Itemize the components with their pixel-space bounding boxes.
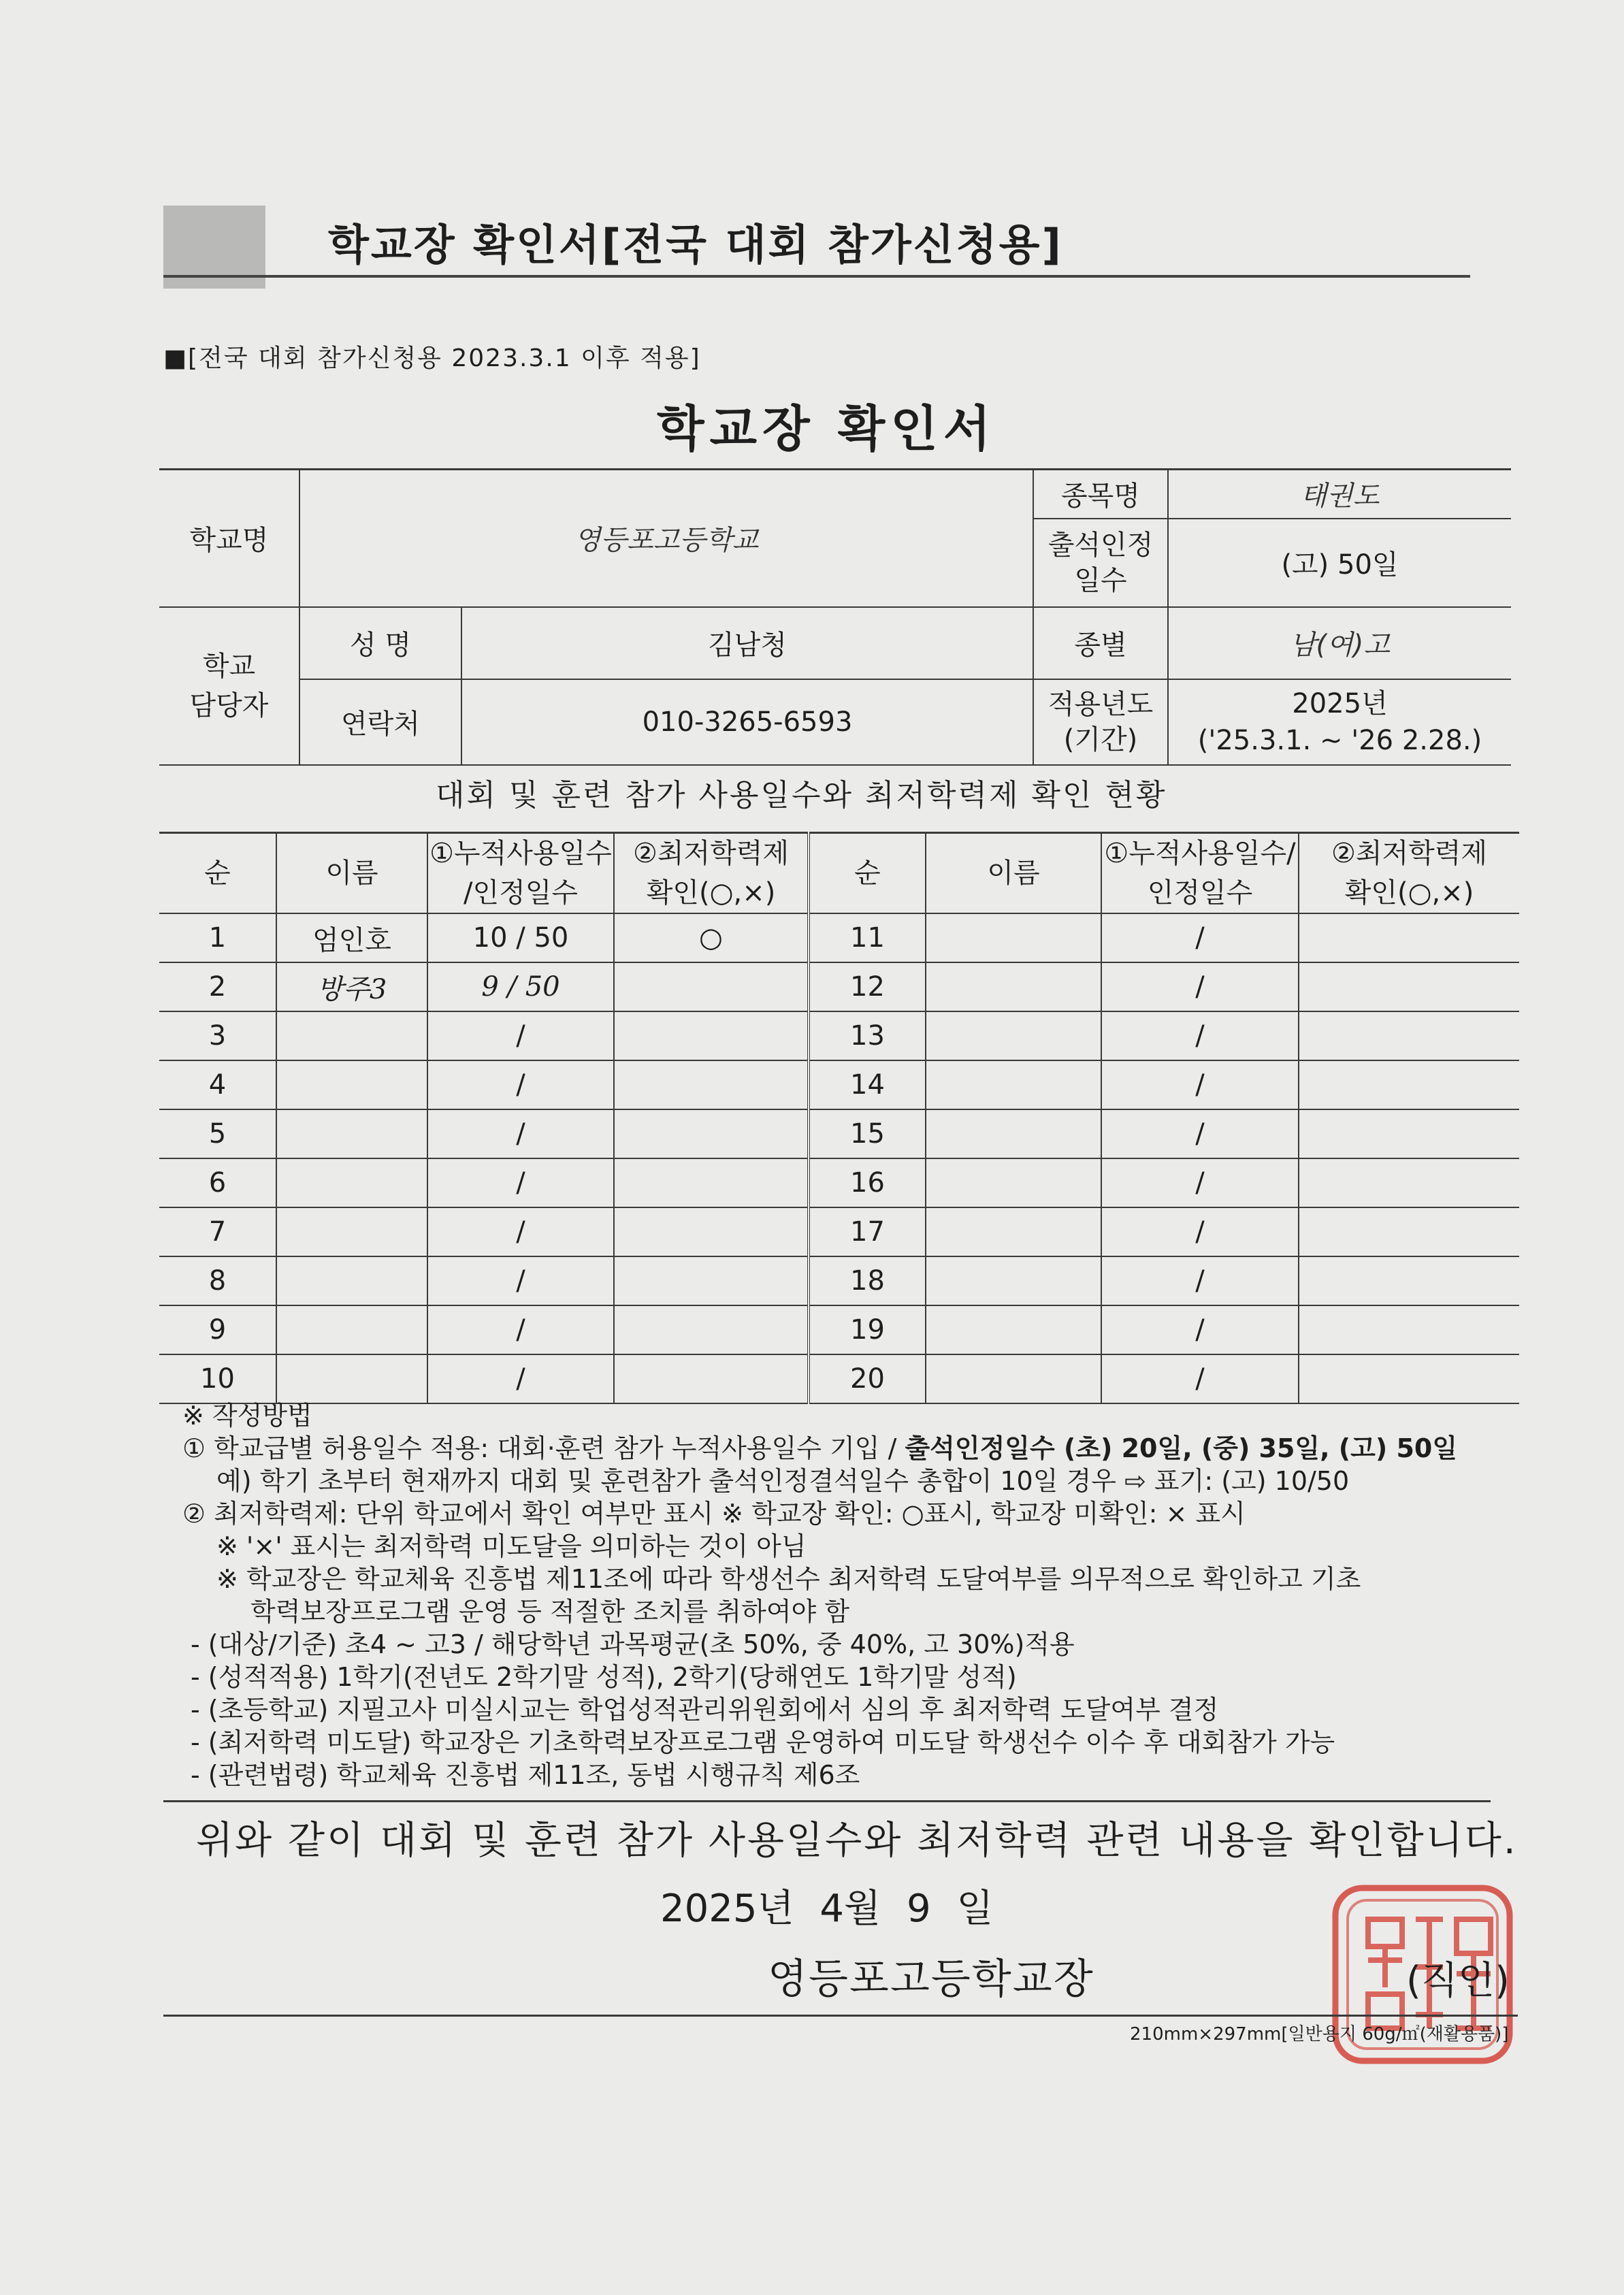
year-cell <box>1168 679 1511 765</box>
row-check-right <box>1299 913 1519 962</box>
row-days-right: / <box>1101 913 1299 962</box>
row-days: / <box>427 1207 614 1256</box>
row-check: ○ <box>614 913 809 962</box>
method-line-10: - (최저학력 미도달) 학교장은 기초학력보장프로그램 운영하여 미도달 학생선수 이수 후 대회참가 가능 <box>191 1727 1335 1757</box>
row-days-right: / <box>1101 1256 1299 1305</box>
row-seq-right: 16 <box>809 1158 926 1207</box>
row-name-right <box>926 913 1101 962</box>
row-seq: 6 <box>159 1158 276 1207</box>
year-value: 2025년 <box>1292 687 1388 719</box>
gender-value: 남(여)고 <box>1168 607 1511 679</box>
period-value: ('25.3.1. ~ '26 2.28.) <box>1197 724 1482 756</box>
notice-text: ■[전국 대회 참가신청용 2023.3.1 이후 적용] <box>163 344 701 372</box>
table-row <box>159 962 1519 1011</box>
school-name-value: 영등포고등학교 <box>299 470 1033 607</box>
method-line-1 <box>182 1432 1457 1465</box>
header-days-right: ①누적사용일수/ 인정일수 <box>1101 833 1299 914</box>
row-seq: 3 <box>159 1011 276 1060</box>
method-line-11: - (관련법령) 학교체육 진흥법 제11조, 동법 시행규칙 제6조 <box>191 1760 860 1790</box>
header-title: 학교장 확인서[전국 대회 참가신청용] <box>328 220 1063 270</box>
school-info-table <box>159 468 1511 766</box>
event-value: 태권도 <box>1168 470 1511 519</box>
section-title: 대회 및 훈련 참가 사용일수와 최저학력제 확인 현황 <box>436 778 1167 813</box>
row-seq-right: 17 <box>809 1207 926 1256</box>
row-days-right: / <box>1101 962 1299 1011</box>
header-check-right: ②최저학력제 확인(○,×) <box>1299 833 1519 914</box>
name-value: 김남청 <box>461 607 1033 679</box>
row-check-right <box>1299 1354 1519 1403</box>
row-seq: 7 <box>159 1207 276 1256</box>
row-name-right <box>926 1256 1101 1305</box>
row-days-right: / <box>1101 1109 1299 1158</box>
row-name: 엄인호 <box>276 913 427 962</box>
row-days-right: / <box>1101 1305 1299 1354</box>
row-check-right <box>1299 1256 1519 1305</box>
table-row <box>159 1207 1519 1256</box>
row-name: 방주3 <box>276 962 427 1011</box>
year-label: 적용년도 (기간) <box>1033 679 1168 765</box>
table-row <box>159 1011 1519 1060</box>
attendance-label: 출석인정 일수 <box>1033 519 1168 607</box>
row-days: / <box>427 1305 614 1354</box>
row-name-right <box>926 1354 1101 1403</box>
method-line-2: 예) 학기 초부터 현재까지 대회 및 훈련참가 출석인정결석일수 총합이 10일 경우 ⇨ 표기: (고) 10/50 <box>216 1466 1350 1496</box>
method-heading: ※ 작성방법 <box>182 1401 312 1431</box>
row-seq-right: 20 <box>809 1354 926 1403</box>
stamp-label: (직인) <box>1406 1959 1510 2003</box>
table-row <box>159 1256 1519 1305</box>
row-check-right <box>1299 962 1519 1011</box>
table-row <box>159 1354 1519 1403</box>
staff-label: 학교 담당자 <box>159 607 299 765</box>
event-label: 종목명 <box>1033 470 1168 519</box>
row-check-right <box>1299 1305 1519 1354</box>
contact-value: 010-3265-6593 <box>461 679 1033 765</box>
row-days-right: / <box>1101 1354 1299 1403</box>
row-days-right: / <box>1101 1060 1299 1109</box>
row-days-right: / <box>1101 1207 1299 1256</box>
row-seq-right: 12 <box>809 962 926 1011</box>
header-seq-right: 순 <box>809 833 926 914</box>
doc-title: 학교장 확인서 <box>657 400 996 457</box>
row-seq-right: 19 <box>809 1305 926 1354</box>
row-check-right <box>1299 1060 1519 1109</box>
participant-table <box>159 832 1519 1404</box>
row-seq: 8 <box>159 1256 276 1305</box>
row-name-right <box>926 1305 1101 1354</box>
row-name-right <box>926 1011 1101 1060</box>
row-check <box>614 1256 809 1305</box>
row-check <box>614 1060 809 1109</box>
row-name <box>276 1207 427 1256</box>
header-name: 이름 <box>276 833 427 914</box>
row-days: / <box>427 1060 614 1109</box>
method-line-1a: ① 학교급별 허용일수 적용: 대회·훈련 참가 누적사용일수 기입 / <box>182 1433 905 1463</box>
row-check-right <box>1299 1011 1519 1060</box>
school-name-label: 학교명 <box>159 470 299 607</box>
row-check-right <box>1299 1109 1519 1158</box>
attendance-value: (고) 50일 <box>1168 519 1511 607</box>
row-seq-right: 18 <box>809 1256 926 1305</box>
method-line-9: - (초등학교) 지필고사 미실시교는 학업성적관리위원회에서 심의 후 최저학력 도달여부 결정 <box>191 1695 1219 1725</box>
confirm-divider <box>163 1800 1491 1802</box>
row-seq: 4 <box>159 1060 276 1109</box>
row-check-right <box>1299 1158 1519 1207</box>
date-text: 2025년 4월 9 일 <box>660 1887 994 1931</box>
method-line-4: ※ '×' 표시는 최저학력 미도달을 의미하는 것이 아님 <box>216 1531 807 1561</box>
row-check <box>614 1158 809 1207</box>
confirm-text: 위와 같이 대회 및 훈련 참가 사용일수와 최저학력 관련 내용을 확인합니다. <box>196 1819 1518 1863</box>
row-name-right <box>926 962 1101 1011</box>
gender-label: 종별 <box>1033 607 1168 679</box>
row-name <box>276 1011 427 1060</box>
row-name <box>276 1305 427 1354</box>
row-check <box>614 1305 809 1354</box>
row-days-right: / <box>1101 1158 1299 1207</box>
row-days: / <box>427 1011 614 1060</box>
row-name <box>276 1354 427 1403</box>
method-line-1b: 출석인정일수 (초) 20일, (중) 35일, (고) 50일 <box>905 1433 1458 1463</box>
table-row <box>159 1158 1519 1207</box>
row-days: / <box>427 1109 614 1158</box>
row-name-right <box>926 1158 1101 1207</box>
method-line-6: 학력보장프로그램 운영 등 적절한 조치를 취하여야 함 <box>250 1597 850 1627</box>
row-check-right <box>1299 1207 1519 1256</box>
header-seq: 순 <box>159 833 276 914</box>
row-seq: 9 <box>159 1305 276 1354</box>
paper-spec: 210mm×297mm[일반용지 60g/㎡(재활용품)] <box>1130 2024 1509 2045</box>
row-days-right: / <box>1101 1011 1299 1060</box>
row-days: / <box>427 1158 614 1207</box>
row-seq: 1 <box>159 913 276 962</box>
name-label: 성 명 <box>299 607 461 679</box>
row-seq-right: 15 <box>809 1109 926 1158</box>
table-row <box>159 1109 1519 1158</box>
row-seq: 10 <box>159 1354 276 1403</box>
row-name-right <box>926 1060 1101 1109</box>
row-name-right <box>926 1207 1101 1256</box>
row-check <box>614 1207 809 1256</box>
row-seq: 2 <box>159 962 276 1011</box>
row-days: / <box>427 1256 614 1305</box>
header-days: ①누적사용일수 /인정일수 <box>427 833 614 914</box>
row-check <box>614 1011 809 1060</box>
method-line-8: - (성적적용) 1학기(전년도 2학기말 성적), 2학기(당해연도 1학기말 성적) <box>191 1662 1017 1692</box>
row-seq-right: 14 <box>809 1060 926 1109</box>
participant-rows <box>159 913 1519 1403</box>
method-line-7: - (대상/기준) 초4 ~ 고3 / 해당학년 과목평균(초 50%, 중 40%, 고 30%)적용 <box>191 1629 1075 1659</box>
row-seq-right: 13 <box>809 1011 926 1060</box>
method-line-5: ※ 학교장은 학교체육 진흥법 제11조에 따라 학생선수 최저학력 도달여부를 의무적으로 확인하고 기초 <box>216 1564 1361 1594</box>
row-days: 9 / 50 <box>427 962 614 1011</box>
method-line-3: ② 최저학력제: 단위 학교에서 확인 여부만 표시 ※ 학교장 확인: ○표시, 학교장 미확인: × 표시 <box>182 1499 1246 1529</box>
principal-name: 영등포고등학교장 <box>768 1955 1094 2003</box>
table-row <box>159 1305 1519 1354</box>
row-seq: 5 <box>159 1109 276 1158</box>
contact-label: 연락처 <box>299 679 461 765</box>
bottom-divider <box>163 2015 1518 2017</box>
row-name <box>276 1256 427 1305</box>
row-check <box>614 1109 809 1158</box>
header-name-right: 이름 <box>926 833 1101 914</box>
row-check <box>614 1354 809 1403</box>
row-days: 10 / 50 <box>427 913 614 962</box>
table-row <box>159 1060 1519 1109</box>
header-divider <box>163 275 1470 278</box>
header-check: ②최저학력제 확인(○,×) <box>614 833 809 914</box>
table-row <box>159 913 1519 962</box>
row-name <box>276 1060 427 1109</box>
method-notes <box>182 1399 1457 1791</box>
row-name <box>276 1109 427 1158</box>
row-seq-right: 11 <box>809 913 926 962</box>
row-name <box>276 1158 427 1207</box>
row-name-right <box>926 1109 1101 1158</box>
row-days: / <box>427 1354 614 1403</box>
row-check <box>614 962 809 1011</box>
